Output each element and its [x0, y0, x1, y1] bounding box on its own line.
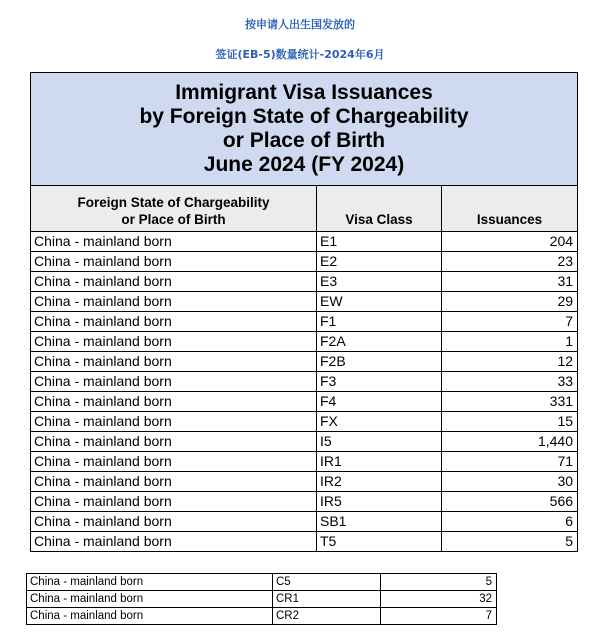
- table-row: [27, 591, 497, 608]
- visa-issuance-table-continued: [26, 573, 497, 625]
- cell-issuances: 12: [442, 352, 578, 372]
- cell-state: China - mainland born: [31, 352, 317, 372]
- cell-issuances: 6: [442, 512, 578, 532]
- header-state: [31, 186, 317, 232]
- table-row: [31, 292, 578, 312]
- table-row: [31, 392, 578, 412]
- cell-issuances: 7: [442, 312, 578, 332]
- table-row: [31, 272, 578, 292]
- table-row: [31, 472, 578, 492]
- table-row: [31, 492, 578, 512]
- cell-visa-class: FX: [317, 412, 442, 432]
- cell-state: China - mainland born: [31, 272, 317, 292]
- table-row: [31, 432, 578, 452]
- caption-line-2: 签证(EB-5)数量统计-2024年6月: [215, 48, 385, 61]
- cell-visa-class: CR2: [273, 608, 381, 625]
- header-visa-class: Visa Class: [317, 186, 442, 232]
- cell-visa-class: E3: [317, 272, 442, 292]
- cell-state: China - mainland born: [31, 492, 317, 512]
- cell-issuances: 7: [381, 608, 497, 625]
- cell-visa-class: EW: [317, 292, 442, 312]
- cell-visa-class: I5: [317, 432, 442, 452]
- caption-line-1: 按申请人出生国发放的: [245, 18, 355, 31]
- cell-issuances: 33: [442, 372, 578, 392]
- cell-state: China - mainland born: [31, 452, 317, 472]
- title-line-1: Immigrant Visa Issuances: [175, 81, 433, 104]
- cell-issuances: 32: [381, 591, 497, 608]
- table-row: [27, 574, 497, 591]
- table-row: [31, 412, 578, 432]
- table-row: [31, 332, 578, 352]
- cell-visa-class: T5: [317, 532, 442, 552]
- cell-state: China - mainland born: [27, 591, 273, 608]
- table-row: [31, 252, 578, 272]
- cell-issuances: 566: [442, 492, 578, 512]
- table-row: [31, 232, 578, 252]
- cell-visa-class: IR2: [317, 472, 442, 492]
- cell-visa-class: F1: [317, 312, 442, 332]
- table-body: [31, 232, 578, 552]
- header-issuances: Issuances: [442, 186, 578, 232]
- table-row: [27, 608, 497, 625]
- cell-issuances: 331: [442, 392, 578, 412]
- cell-visa-class: SB1: [317, 512, 442, 532]
- cell-visa-class: F2B: [317, 352, 442, 372]
- table-row: [31, 352, 578, 372]
- cell-issuances: 5: [442, 532, 578, 552]
- cell-visa-class: F3: [317, 372, 442, 392]
- cell-visa-class: C5: [273, 574, 381, 591]
- cell-state: China - mainland born: [31, 412, 317, 432]
- table-row: [31, 312, 578, 332]
- header-state-line-2: or Place of Birth: [121, 212, 226, 227]
- cell-state: China - mainland born: [31, 532, 317, 552]
- cell-state: China - mainland born: [31, 472, 317, 492]
- cell-visa-class: CR1: [273, 591, 381, 608]
- cell-visa-class: E1: [317, 232, 442, 252]
- cell-state: China - mainland born: [27, 608, 273, 625]
- cell-state: China - mainland born: [31, 232, 317, 252]
- cell-state: China - mainland born: [31, 332, 317, 352]
- cell-issuances: 31: [442, 272, 578, 292]
- visa-issuance-table: [30, 72, 578, 552]
- cell-issuances: 1: [442, 332, 578, 352]
- table-row: [31, 372, 578, 392]
- cell-visa-class: IR5: [317, 492, 442, 512]
- table-row: [31, 512, 578, 532]
- title-line-4: June 2024 (FY 2024): [203, 153, 405, 176]
- cell-state: China - mainland born: [31, 292, 317, 312]
- cell-state: China - mainland born: [31, 312, 317, 332]
- cell-issuances: 1,440: [442, 432, 578, 452]
- cell-issuances: 204: [442, 232, 578, 252]
- cell-state: China - mainland born: [31, 372, 317, 392]
- cell-state: China - mainland born: [31, 512, 317, 532]
- cell-issuances: 29: [442, 292, 578, 312]
- title-line-2: by Foreign State of Chargeability: [139, 105, 469, 128]
- cell-issuances: 23: [442, 252, 578, 272]
- cell-issuances: 30: [442, 472, 578, 492]
- table-row: [31, 532, 578, 552]
- cell-state: China - mainland born: [27, 574, 273, 591]
- table-title: [31, 73, 578, 186]
- title-line-3: or Place of Birth: [222, 129, 386, 152]
- table-body-continued: [27, 574, 497, 625]
- cell-issuances: 71: [442, 452, 578, 472]
- cell-visa-class: IR1: [317, 452, 442, 472]
- header-state-line-1: Foreign State of Chargeability: [77, 195, 270, 210]
- cell-issuances: 15: [442, 412, 578, 432]
- cell-visa-class: F2A: [317, 332, 442, 352]
- cell-issuances: 5: [381, 574, 497, 591]
- table-row: [31, 452, 578, 472]
- cell-visa-class: F4: [317, 392, 442, 412]
- cell-state: China - mainland born: [31, 252, 317, 272]
- cell-state: China - mainland born: [31, 392, 317, 412]
- cell-visa-class: E2: [317, 252, 442, 272]
- cell-state: China - mainland born: [31, 432, 317, 452]
